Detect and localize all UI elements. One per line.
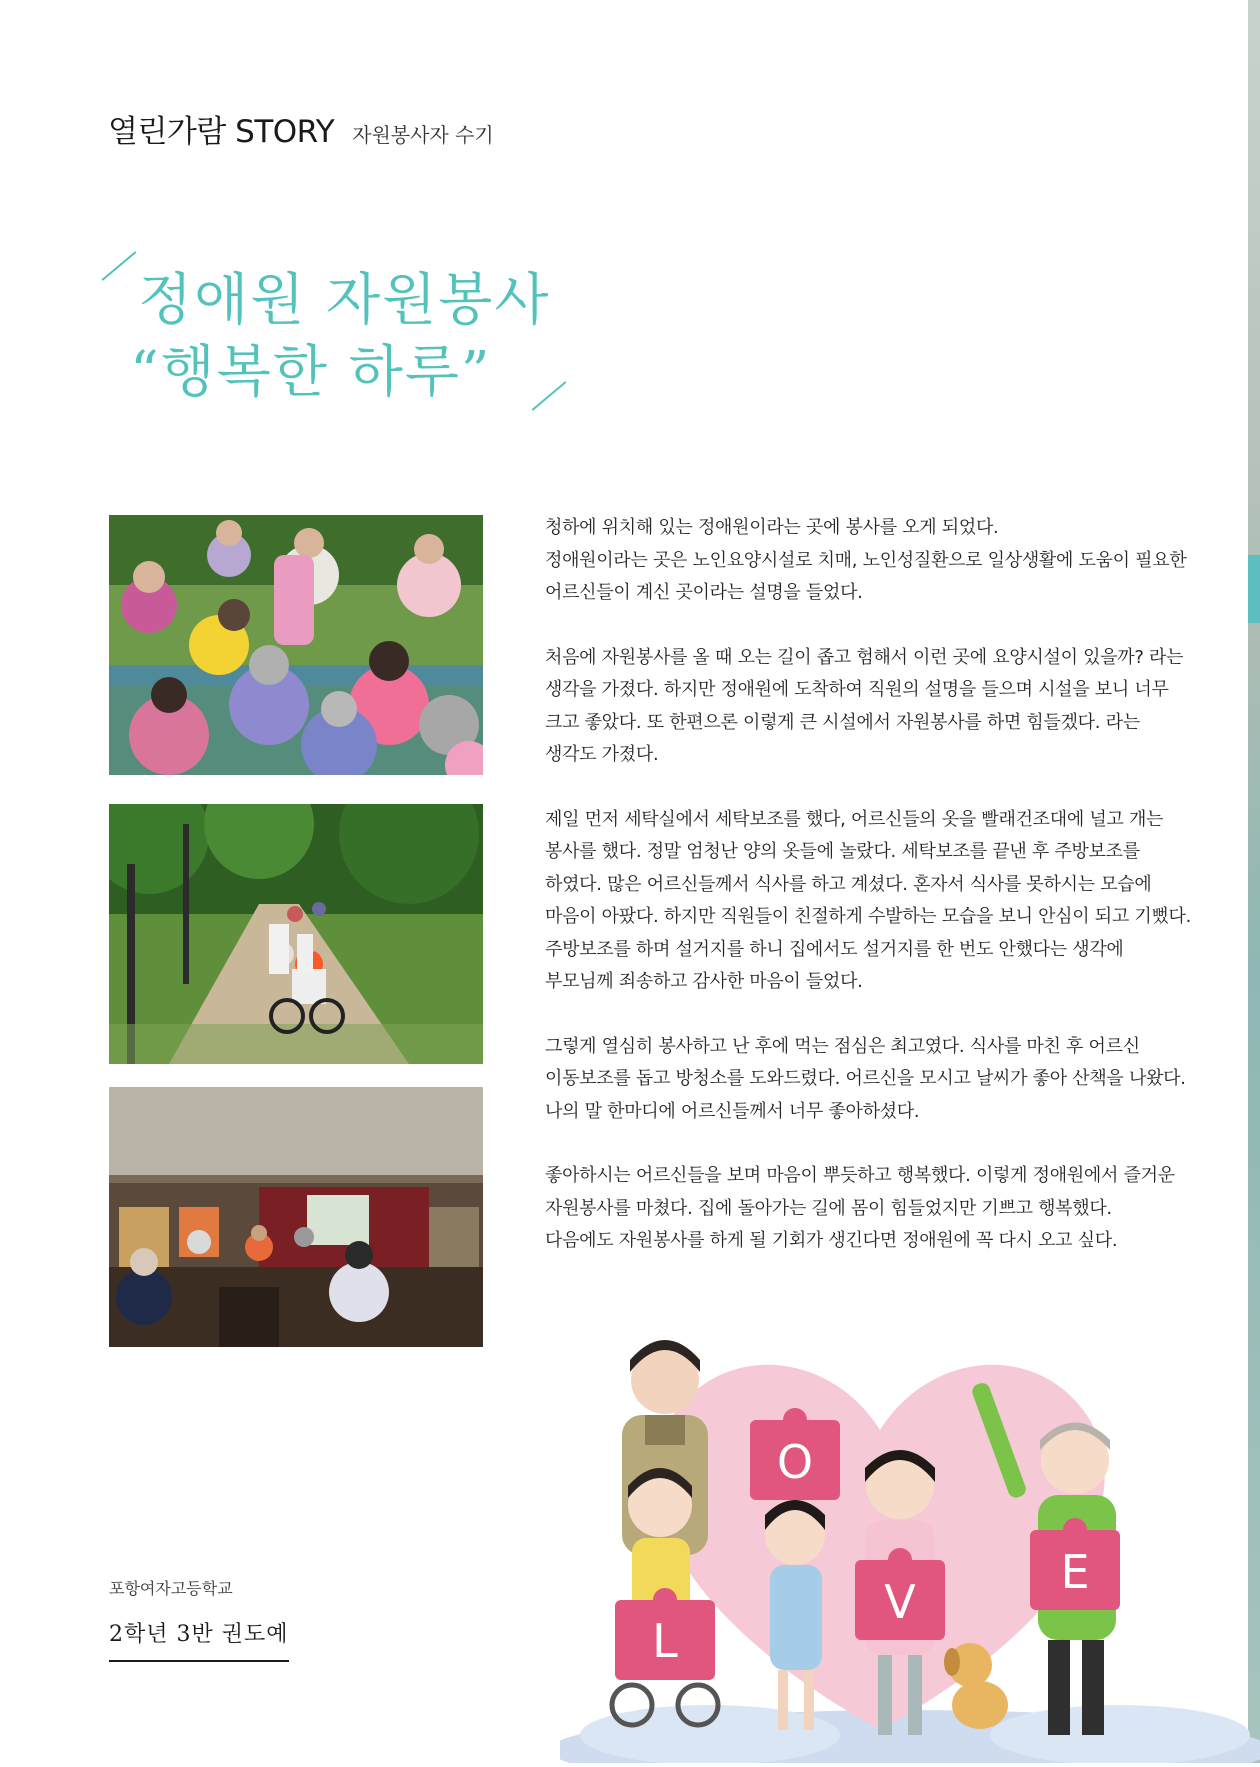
letter-V: V (884, 1575, 916, 1629)
love-family-illustration (560, 1310, 1260, 1763)
photo-indoor-screening (109, 1087, 483, 1347)
article-paragraph: 제일 먼저 세탁실에서 세탁보조를 했다, 어르신들의 옷을 빨래건조대에 널고 개는 봉사를 했다. 정말 엄청난 양의 옷들에 놀랐다. 세탁보조를 끝낸 후 주방보조를 하였다. 많은 어르신들께서 식사를 하고 계셨다. 혼자서 식사를 못하시는 모습에 마음이 아팠다. 하지만 직원들이 친절하게 수발하는 모습을 보니 안심이 되고 기뻤다. 주방보조를 하며 설거지를 하니 집에서도 설거지를 한 번도 안했다는 생각에 부모님께 죄송하고 감사한 마음이 들었다. (545, 808, 1192, 992)
letter-E: E (1060, 1545, 1090, 1599)
child-figure (765, 1500, 825, 1730)
title-slash-decoration (102, 251, 137, 281)
puzzle-piece-L (615, 1588, 715, 1680)
byline (109, 1576, 289, 1662)
section-label: 자원봉사자 수기 (352, 123, 494, 147)
letter-L: L (652, 1614, 678, 1668)
page-edge-tab (1248, 555, 1260, 623)
title-slash-decoration (532, 381, 567, 411)
article-paragraph: 청하에 위치해 있는 정애원이라는 곳에 봉사를 오게 되었다. 정애원이라는 곳은 노인요양시설로 치매, 노인성질환으로 일상생활에 도움이 필요한 어르신들이 계신 곳이라는 설명을 들었다. (545, 517, 1187, 603)
article-paragraph: 그렇게 열심히 봉사하고 난 후에 먹는 점심은 최고였다. 식사를 마친 후 어르신 이동보조를 돕고 방청소를 도와드렸다. 어르신을 모시고 날씨가 좋아 산책을 나왔다. 나의 말 한마디에 어르신들께서 너무 좋아하셨다. (545, 1035, 1186, 1122)
title-line-1: 정애원 자원봉사 (138, 268, 551, 333)
letter-O: O (776, 1435, 814, 1489)
article-paragraph: 처음에 자원봉사를 올 때 오는 길이 좁고 험해서 이런 곳에 요양시설이 있을까? 라는 생각을 가졌다. 하지만 정애원에 도착하여 직원의 설명을 들으며 시설을 보니 너무 크고 좋았다. 또 한편으론 이렇게 큰 시설에서 자원봉사를 하면 힘들겠다. 라는 생각도 가졌다. (545, 646, 1184, 765)
article-title (100, 240, 570, 420)
puzzle-piece-E (1030, 1518, 1120, 1610)
author-name: 2학년 3반 권도예 (109, 1617, 289, 1662)
page-header (108, 106, 494, 151)
photo-outdoor-group-activity (109, 515, 483, 775)
title-line-2: “행복한 하루” (130, 340, 492, 405)
puzzle-piece-V (855, 1548, 945, 1640)
article-paragraph: 좋아하시는 어르신들을 보며 마음이 뿌듯하고 행복했다. 이렇게 정애원에서 즐거운 자원봉사를 마쳤다. 집에 돌아가는 길에 몸이 힘들었지만 기쁘고 행복했다. 다음에도 자원봉사를 하게 될 기회가 생긴다면 정애원에 꼭 다시 오고 싶다. (545, 1165, 1175, 1251)
photo-park-walk (109, 804, 483, 1064)
author-school: 포항여자고등학교 (109, 1579, 233, 1598)
puzzle-piece-O (750, 1408, 840, 1500)
article-body (545, 512, 1193, 1290)
magazine-title: 열린가람 STORY (108, 114, 335, 150)
